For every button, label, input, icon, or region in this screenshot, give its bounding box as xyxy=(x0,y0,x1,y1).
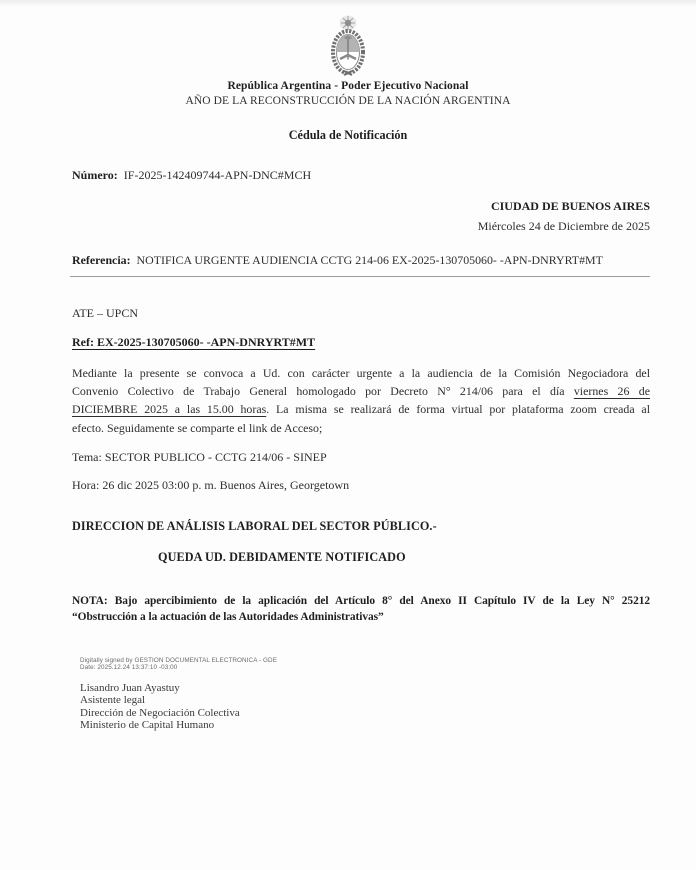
hora-line: Hora: 26 dic 2025 03:00 p. m. Buenos Aires, Georgetown xyxy=(72,477,350,492)
body-line-1: Mediante la presente se convoca a Ud. con carácter urgente a la audiencia de la Comisión Negociadora del xyxy=(72,366,650,380)
org-line-1: República Argentina - Poder Ejecutivo Nacional xyxy=(227,80,469,92)
nota-line-2: “Obstrucción a la actuación de las Autoridades Administrativas” xyxy=(72,611,384,624)
signer-ministry: Ministerio de Capital Humano xyxy=(80,719,215,732)
nota-line-1: NOTA: Bajo apercibimiento de la aplicación del Artículo 8° del Anexo II Capítulo IV de la Ley N° 25212 xyxy=(72,594,650,607)
notificado-line: QUEDA UD. DEBIDAMENTE NOTIFICADO xyxy=(158,549,406,564)
city-line: CIUDAD DE BUENOS AIRES xyxy=(490,199,650,213)
body-line-4: efecto. Seguidamente se comparte el link de Acceso; xyxy=(72,420,323,435)
date-line: Miércoles 24 de Diciembre de 2025 xyxy=(477,219,650,233)
signer-block xyxy=(80,682,696,732)
tema-line: Tema: SECTOR PUBLICO - CCTG 214/06 - SINEP xyxy=(72,449,327,464)
underlined-date-part-1: viernes 26 de xyxy=(573,384,650,399)
digital-signature-line-2: Date: 2025.12.24 13:37:10 -03:00 xyxy=(80,663,178,671)
digital-signature-stamp xyxy=(80,657,696,671)
numero-line xyxy=(72,168,650,183)
coat-of-arms-container xyxy=(0,14,696,78)
referencia-value: NOTIFICA URGENTE AUDIENCIA CCTG 214-06 EX-2025-130705060- -APN-DNRYRT#MT xyxy=(136,253,603,267)
direccion-line: DIRECCION DE ANÁLISIS LABORAL DEL SECTOR PÚBLICO.- xyxy=(72,518,437,533)
recipient-line: ATE – UPCN xyxy=(72,306,139,320)
document-title: Cédula de Notificación xyxy=(288,128,408,142)
referencia-line xyxy=(72,253,650,268)
signer-office: Dirección de Negociación Colectiva xyxy=(80,706,240,719)
org-line-2: AÑO DE LA RECONSTRUCCIÓN DE LA NACIÓN ARGENTINA xyxy=(185,95,511,107)
ref-line: Ref: EX-2025-130705060- -APN-DNRYRT#MT xyxy=(72,335,316,349)
body-paragraph xyxy=(72,364,650,437)
referencia-label: Referencia: xyxy=(72,253,131,267)
underlined-date-part-2: DICIEMBRE 2025 a las 15.00 horas xyxy=(72,402,267,417)
body-line-3: DICIEMBRE 2025 a las 15.00 horas. La misma se realizará de forma virtual por plataforma zoom creada al xyxy=(72,402,650,417)
signer-role: Asistente legal xyxy=(80,694,146,707)
argentina-coat-of-arms-icon xyxy=(323,14,373,78)
divider-line xyxy=(70,276,650,277)
signer-name: Lisandro Juan Ayastuy xyxy=(80,681,180,694)
digital-signature-line-1: Digitally signed by GESTION DOCUMENTAL ELECTRONICA - GDE xyxy=(80,656,277,664)
body-line-2: Convenio Colectivo de Trabajo General homologado por Decreto N° 214/06 para el día viernes 26 de xyxy=(72,384,650,399)
numero-value: IF-2025-142409744-APN-DNC#MCH xyxy=(123,168,312,182)
numero-label: Número: xyxy=(72,168,118,182)
nota-paragraph xyxy=(72,593,650,626)
